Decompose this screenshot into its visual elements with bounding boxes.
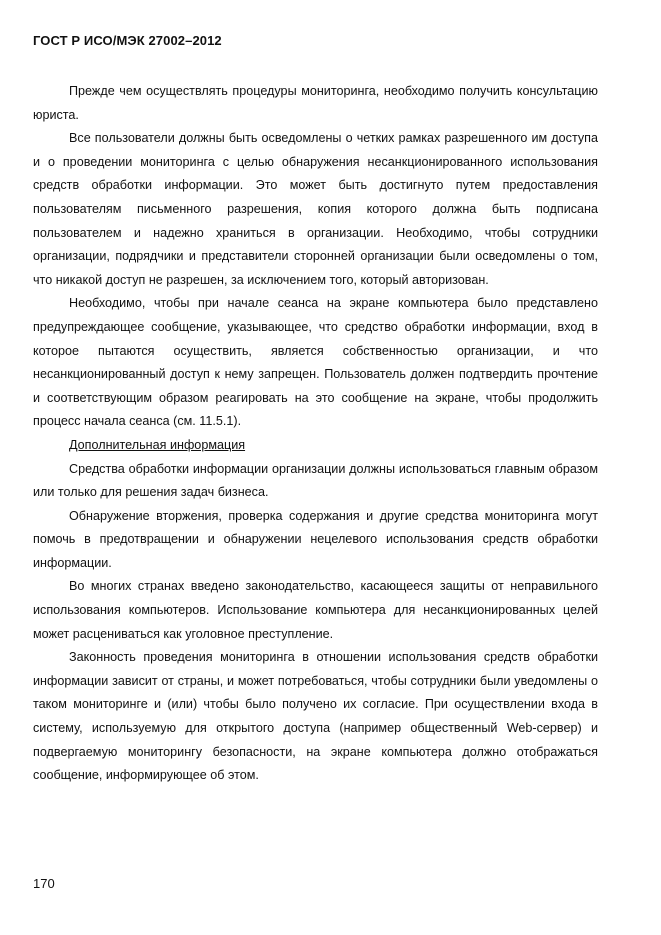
document-body	[33, 80, 598, 788]
paragraph-user-awareness: Все пользователи должны быть осведомлены о четких рамках разрешенного им доступа и о проведении мониторинга с целью обнаружения несанкционированного использования средств обработки информации. Это может быть достигнуто путем предоставления пользователям письменного разрешения, копия которого должна быть подписана пользователем и надежно храниться в организации. Необходимо, чтобы сотрудники организации, подрядчики и представители сторонней организации были осведомлены о том, что никакой доступ не разрешен, за исключением того, который авторизован.	[33, 131, 598, 287]
paragraph-monitoring-legality: Законность проведения мониторинга в отношении использования средств обработки информации зависит от страны, и может потребоваться, чтобы сотрудники были уведомлены о таком мониторинге и (или) чтобы было получено их согласие. При осуществлении входа в систему, используемую для открытого доступа (например общественный Web-сервер) и подвергаемую мониторингу безопасности, на экране компьютера должно отображаться сообщение, информирующее об этом.	[33, 650, 598, 783]
page-number: 170	[33, 876, 55, 891]
paragraph-legislation: Во многих странах введено законодательство, касающееся защиты от неправильного использования компьютеров. Использование компьютера для несанкционированных целей может расцениваться как уголовное преступление.	[33, 579, 598, 641]
paragraph-legal-consultation: Прежде чем осуществлять процедуры мониторинга, необходимо получить консультацию юриста.	[33, 84, 598, 122]
paragraph-intrusion-detection: Обнаружение вторжения, проверка содержания и другие средства мониторинга могут помочь в предотвращении и обнаружении нецелевого использования средств обработки информации.	[33, 508, 598, 570]
paragraph-warning-message: Необходимо, чтобы при начале сеанса на экране компьютера было представлено предупреждающее сообщение, указывающее, что средство обработки информации, вход в которое пытаются осуществить, является собственностью организации, и что несанкционированный доступ к нему запрещен. Пользователь должен подтвердить прочтение и соответствующим образом реагировать на это сообщение на экране, чтобы продолжить процесс начала сеанса (см. 11.5.1).	[33, 296, 598, 429]
document-header-standard-code: ГОСТ Р ИСО/МЭК 27002–2012	[33, 33, 222, 48]
paragraph-business-use: Средства обработки информации организации должны использоваться главным образом или только для решения задач бизнеса.	[33, 461, 598, 500]
section-subheading: Дополнительная информация	[69, 437, 246, 452]
